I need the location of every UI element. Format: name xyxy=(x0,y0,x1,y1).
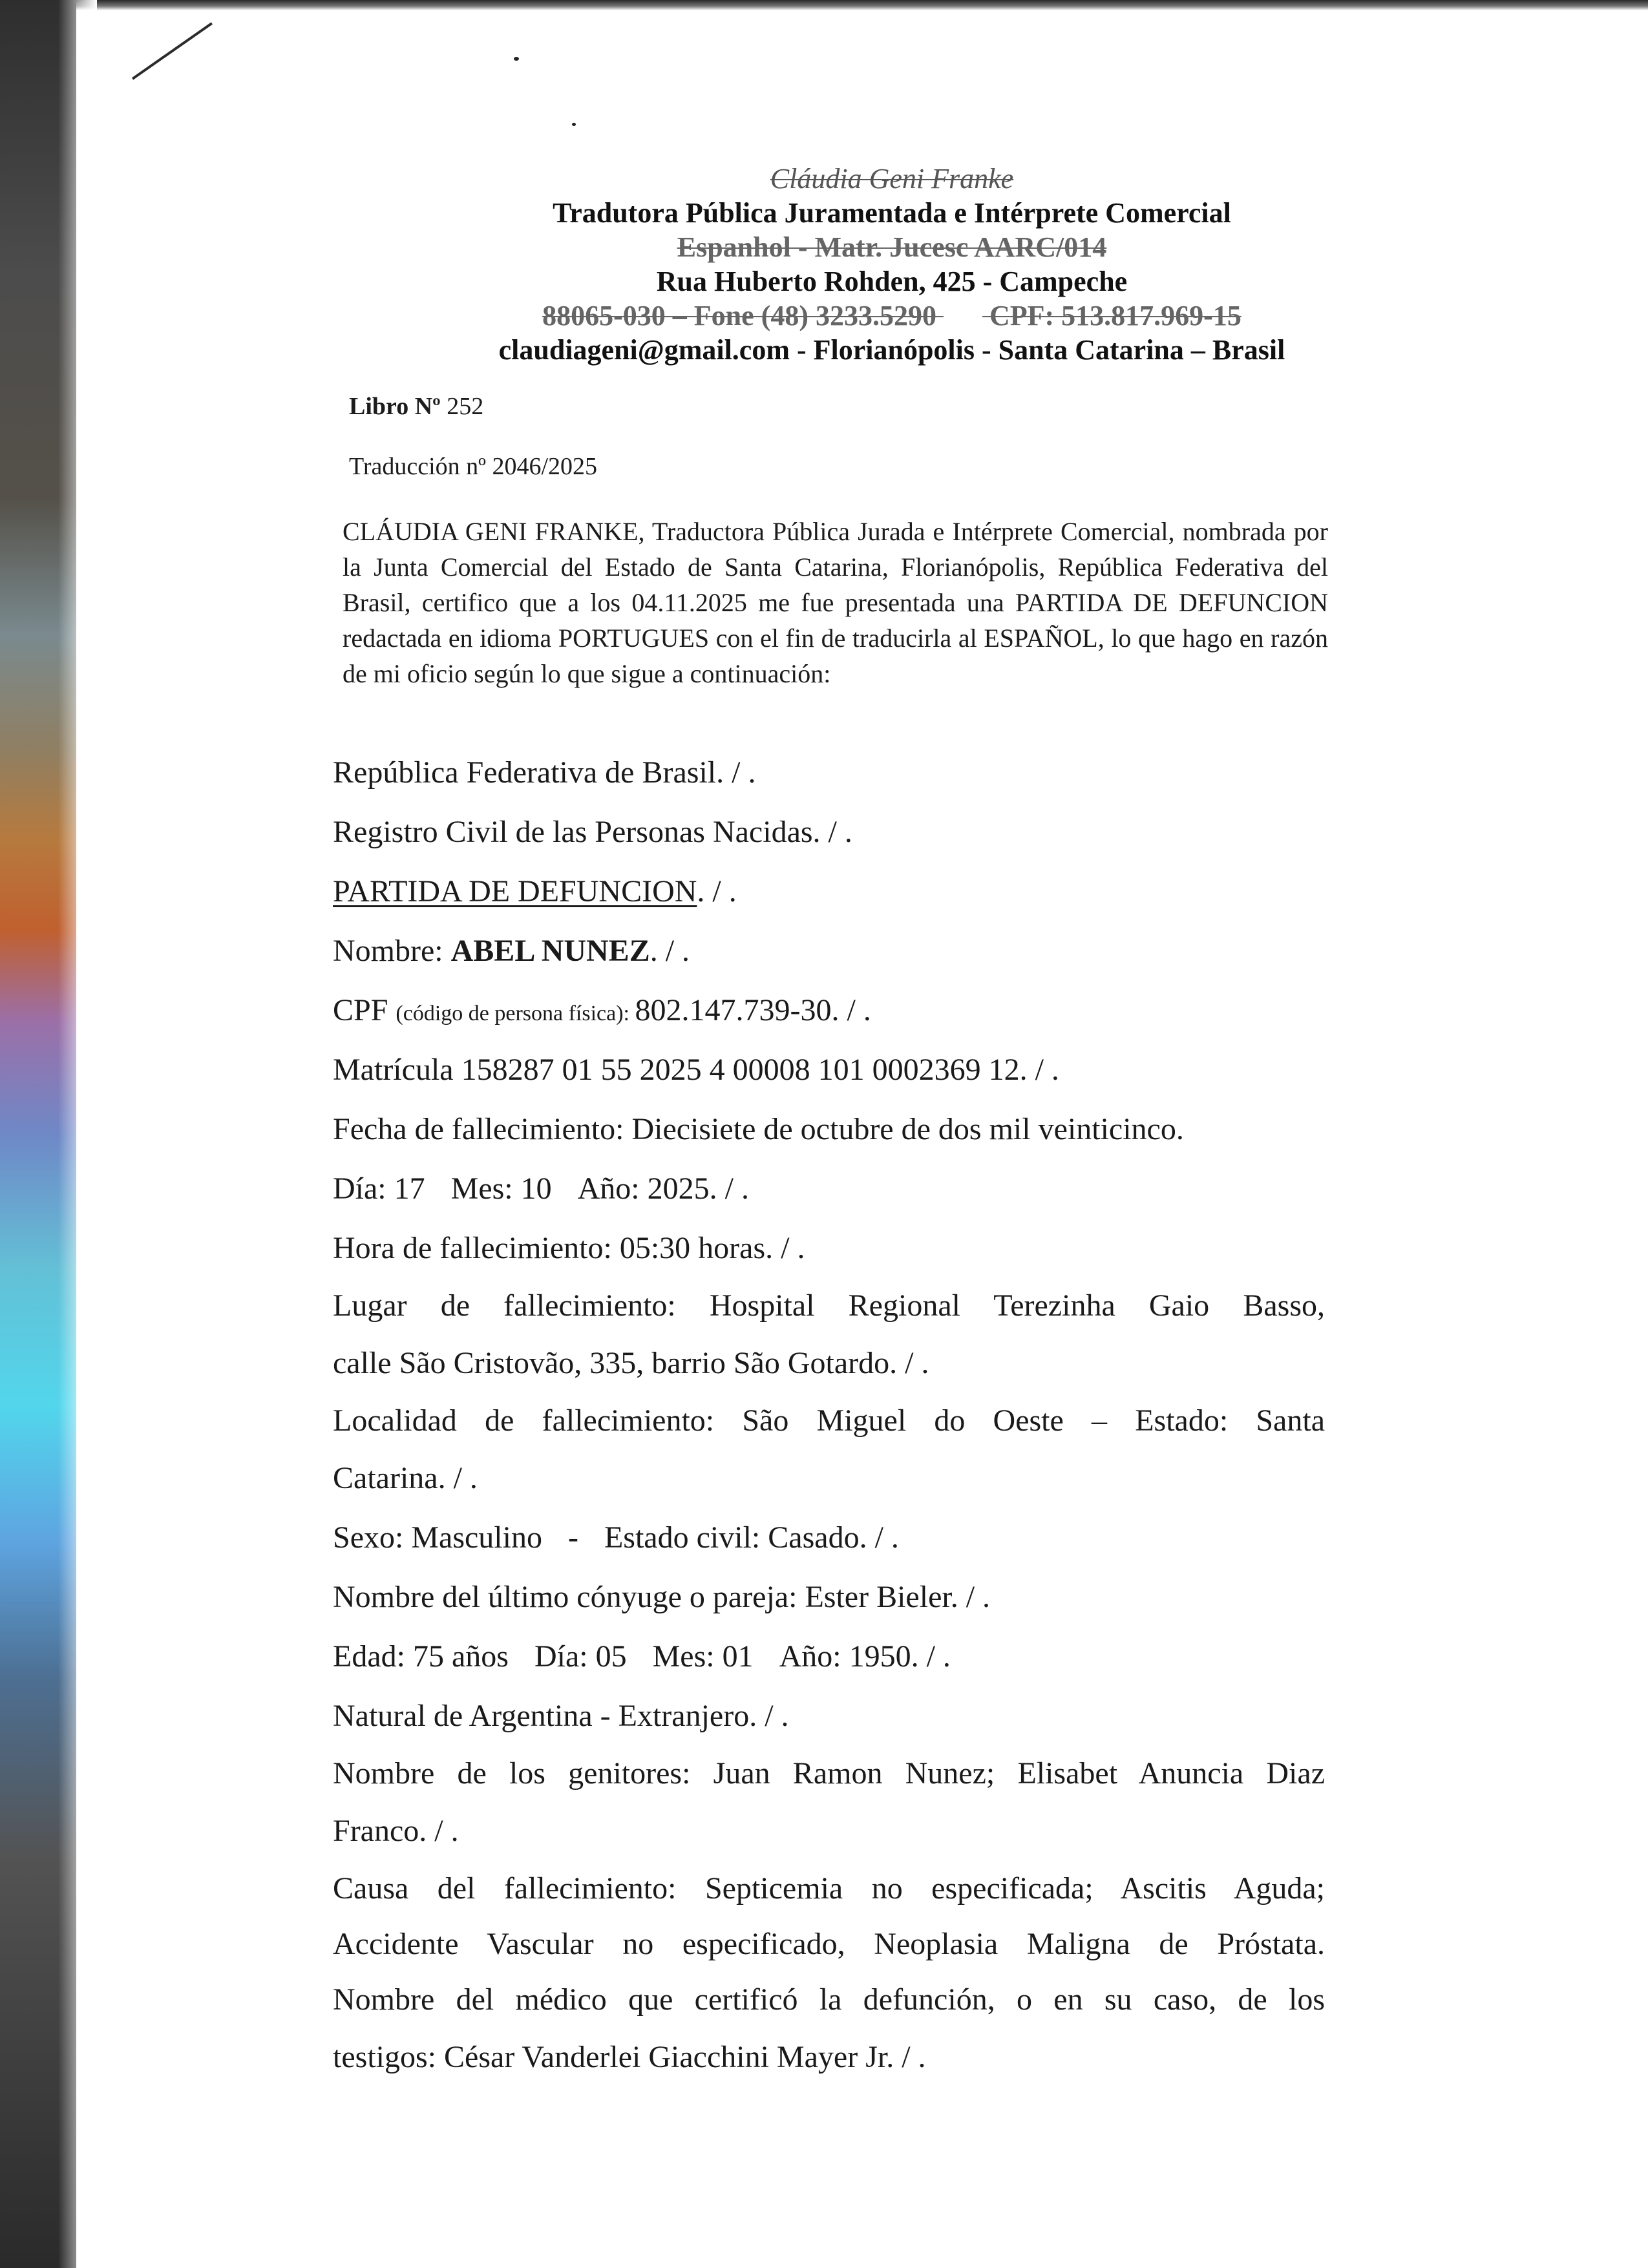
locality-line-2: Catarina. / . xyxy=(333,1461,478,1495)
cause-line-1: Causa del fallecimiento: Septicemia no especificada; Ascitis Aguda; xyxy=(333,1871,1325,1906)
nationality-line: Natural de Argentina - Extranjero. / . xyxy=(333,1699,789,1733)
place-line-2: calle São Cristovão, 335, barrio São Gotardo. / . xyxy=(333,1346,929,1380)
translator-name: Cláudia Geni Franke xyxy=(770,163,1014,194)
book-label: Libro Nº xyxy=(349,393,441,420)
country-line: República Federativa de Brasil. / . xyxy=(333,755,756,790)
translator-email: claudiageni@gmail.com xyxy=(498,334,790,366)
pen-mark xyxy=(132,22,213,79)
sex-civil-line: Sexo: Masculino - Estado civil: Casado. / . xyxy=(333,1520,899,1555)
book-number xyxy=(349,392,483,421)
sex-value: Sexo: Masculino xyxy=(333,1520,542,1555)
translation-number xyxy=(349,452,597,481)
birth-month: Mes: 01 xyxy=(652,1639,754,1674)
certificate-heading xyxy=(333,862,1325,921)
translator-city: - Florianópolis - Santa Catarina – Brasil xyxy=(789,334,1285,366)
certification-text: CLÁUDIA GENI FRANKE, Traductora Pública Jurada e Intérprete Comercial, nombrada por la Junta Comercial del Estado de Santa Catarina, Florianópolis, República Federativa del Brasil, certifico que a los 04.11.2025 me fue presentada una PARTIDA DE DEFUNCION redactada en idioma PORTUGUES con el fin de traducirla al ESPAÑOL, lo que hago en razón de mi oficio según lo que sigue a continuación: xyxy=(343,517,1328,688)
parents-line-1: Nombre de los genitores: Juan Ramon Nunez; Elisabet Anuncia Diaz xyxy=(333,1756,1325,1790)
death-year: Año: 2025. / . xyxy=(577,1171,749,1206)
scan-top-edge xyxy=(0,0,1648,10)
age-line xyxy=(333,1627,1325,1686)
ink-dot xyxy=(514,57,519,61)
spouse-line: Nombre del último cónyuge o pareja: Ester Bieler. / . xyxy=(333,1580,991,1614)
heading-text: PARTIDA DE DEFUNCION xyxy=(333,874,697,908)
certification-paragraph xyxy=(343,514,1328,691)
translator-registration: Espanhol - Matr. Jucesc AARC/014 xyxy=(677,231,1107,263)
parents-line-2: Franco. / . xyxy=(333,1814,459,1848)
place-line-1: Lugar de fallecimiento: Hospital Regional Terezinha Gaio Basso, xyxy=(333,1288,1325,1323)
death-day: Día: 17 xyxy=(333,1171,425,1206)
death-time-line: Hora de fallecimiento: 05:30 horas. / . xyxy=(333,1231,805,1265)
letterhead xyxy=(349,162,1435,367)
birth-year: Año: 1950. / . xyxy=(779,1639,951,1674)
birth-day: Día: 05 xyxy=(534,1639,627,1674)
zip-phone: 88065-030 – Fone (48) 3233.5290 xyxy=(542,300,936,331)
ink-dot xyxy=(572,123,576,126)
cpf-value: 802.147.739-30. / . xyxy=(635,993,871,1027)
translator-email-line xyxy=(349,333,1435,367)
matricula-line: Matrícula 158287 01 55 2025 4 00008 101 0002369 12. / . xyxy=(333,1053,1059,1087)
name-value: ABEL NUNEZ xyxy=(450,934,650,968)
death-month: Mes: 10 xyxy=(450,1171,552,1206)
civil-status: Estado civil: Casado. / . xyxy=(604,1520,899,1555)
registry-line: Registro Civil de las Personas Nacidas. / . xyxy=(333,815,852,849)
death-date-line: Fecha de fallecimiento: Diecisiete de octubre de dos mil veinticinco. xyxy=(333,1112,1184,1146)
cause-line-2: Accidente Vascular no especificado, Neoplasia Maligna de Próstata. xyxy=(333,1927,1325,1961)
death-certificate-body xyxy=(333,743,1325,2087)
heading-suffix: . / . xyxy=(697,874,737,908)
translator-address: Rua Huberto Rohden, 425 - Campeche xyxy=(656,266,1128,297)
cpf-note: (código de persona física): xyxy=(396,1002,635,1025)
translation-value: 2046/2025 xyxy=(492,453,598,480)
death-date-parts xyxy=(333,1159,1325,1219)
translation-label: Traducción nº xyxy=(349,453,486,480)
age-value: Edad: 75 años xyxy=(333,1639,509,1674)
scan-left-edge-fade xyxy=(58,0,97,2268)
doctor-line-1: Nombre del médico que certificó la defunción, o en su caso, de los xyxy=(333,1982,1325,2017)
cpf-line xyxy=(333,981,1325,1040)
translator-title: Tradutora Pública Juramentada e Intérprete Comercial xyxy=(553,197,1231,229)
doctor-line-2: testigos: César Vanderlei Giacchini Mayer Jr. / . xyxy=(333,2040,926,2074)
name-label: Nombre: xyxy=(333,934,451,968)
name-suffix: . / . xyxy=(650,934,690,968)
translator-contact xyxy=(349,299,1435,333)
translator-cpf: CPF: 513.817.969-15 xyxy=(989,300,1241,331)
book-value: 252 xyxy=(447,393,484,420)
name-line xyxy=(333,921,1325,981)
locality-line-1: Localidad de fallecimiento: São Miguel do Oeste – Estado: Santa xyxy=(333,1403,1325,1438)
cpf-label: CPF xyxy=(333,993,396,1027)
